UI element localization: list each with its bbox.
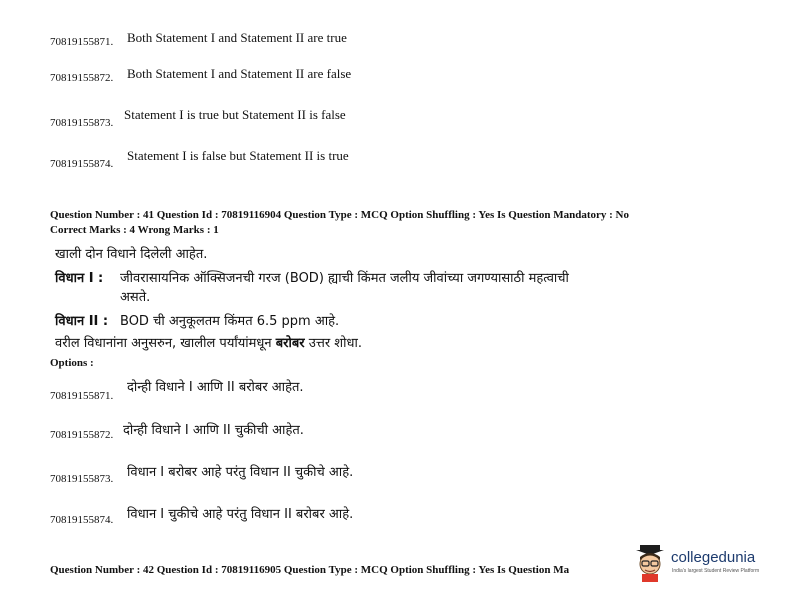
statement-2-label: विधान II :	[55, 314, 109, 329]
option-id: 70819155872.	[50, 72, 114, 84]
statement-2-text: BOD ची अनुकूलतम किंमत 6.5 ppm आहे.	[120, 314, 340, 329]
option-text: विधान I बरोबर आहे परंतु विधान II चुकीचे आहे.	[127, 465, 354, 480]
option-text: दोन्ही विधाने I आणि II बरोबर आहेत.	[127, 380, 304, 395]
instruction	[55, 333, 362, 351]
marks-line: Correct Marks : 4 Wrong Marks : 1	[50, 224, 219, 236]
logo-tagline: India's largest Student Review Platform	[672, 568, 760, 574]
option-id: 70819155871.	[50, 36, 114, 48]
question-header: Question Number : 41 Question Id : 70819116904 Question Type : MCQ Option Shuffling : Yes Is Question Mandatory : No	[50, 209, 629, 221]
collegedunia-logo	[630, 543, 780, 583]
statement-1-text: जीवरासायनिक ऑक्सिजनची गरज (BOD) ह्याची किंमत जलीय जीवांच्या जगण्यासाठी महत्वाची	[120, 271, 569, 286]
option-text: Both Statement I and Statement II are true	[127, 30, 347, 45]
option-id: 70819155872.	[50, 429, 114, 441]
statement-1-label: विधान I :	[55, 271, 104, 286]
instruction-part: उत्तर शोधा.	[304, 336, 362, 351]
option-id: 70819155874.	[50, 514, 114, 526]
option-text: Statement I is false but Statement II is true	[127, 148, 349, 163]
option-id: 70819155873.	[50, 473, 114, 485]
instruction-part: वरील विधानांना अनुसरुन, खालील पर्यांयांमधून	[55, 336, 276, 351]
statement-1-text-cont: असते.	[120, 290, 151, 305]
option-id: 70819155873.	[50, 117, 114, 129]
option-text: Statement I is true but Statement II is false	[124, 107, 346, 122]
question-header: Question Number : 42 Question Id : 70819116905 Question Type : MCQ Option Shuffling : Yes Is Question Ma	[50, 564, 570, 576]
option-text: विधान I चुकीचे आहे परंतु विधान II बरोबर आहे.	[127, 507, 354, 522]
instruction-emphasis: बरोबर	[275, 336, 305, 351]
student-mascot-icon	[630, 543, 670, 583]
question-intro: खाली दोन विधाने दिलेली आहेत.	[55, 247, 208, 262]
option-text: दोन्ही विधाने I आणि II चुकीची आहेत.	[123, 423, 304, 438]
option-id: 70819155871.	[50, 390, 114, 402]
options-label: Options :	[50, 357, 94, 369]
option-text: Both Statement I and Statement II are false	[127, 66, 352, 81]
logo-name: collegedunia	[671, 549, 756, 566]
option-id: 70819155874.	[50, 158, 114, 170]
